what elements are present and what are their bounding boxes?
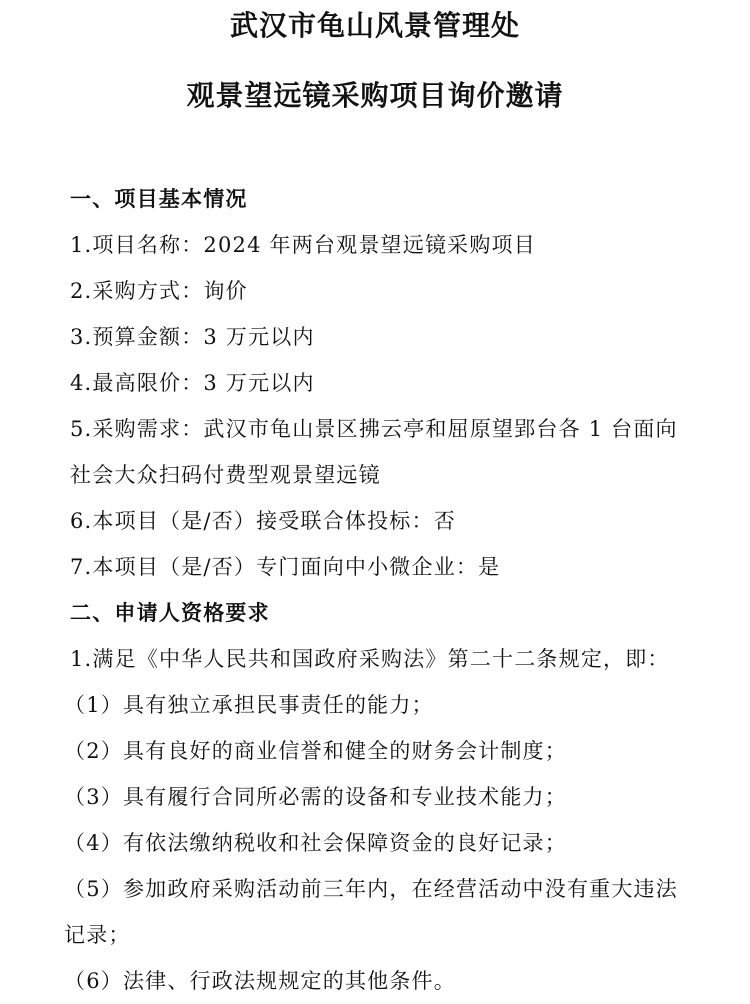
qualification-condition-2: （2）具有良好的商业信誉和健全的财务会计制度； [64,739,567,763]
item-consortium-bidding: 6.本项目（是/否）接受联合体投标：否 [70,509,456,533]
organization-title: 武汉市龟山风景管理处 [229,9,520,42]
item-procurement-requirement: 5.采购需求：武汉市龟山景区拂云亭和屈原望郢台各 1 台面向社会大众扫码付费型观景望远镜 [70,417,678,487]
qualification-condition-6: （6）法律、行政法规规定的其他条件。 [64,969,456,993]
document-body [64,176,692,1004]
section-heading-qualifications: 二、申请人资格要求 [70,600,270,625]
qualification-condition-5: （5）参加政府采购活动前三年内，在经营活动中没有重大违法记录； [64,877,678,947]
section-heading-basic-info: 一、项目基本情况 [70,186,248,211]
qualification-condition-1: （1）具有独立承担民事责任的能力； [64,693,434,717]
qualification-condition-4: （4）有依法缴纳税收和社会保障资金的良好记录； [64,831,567,855]
item-sme-targeted: 7.本项目（是/否）专门面向中小微企业：是 [70,555,501,579]
document-title: 观景望远镜采购项目询价邀请 [186,79,564,112]
item-maximum-price: 4.最高限价：3 万元以内 [70,371,315,395]
item-project-name: 1.项目名称：2024 年两台观景望远镜采购项目 [70,233,536,257]
qualification-intro: 1.满足《中华人民共和国政府采购法》第二十二条规定，即： [70,647,670,671]
qualification-condition-3: （3）具有履行合同所必需的设备和专业技术能力； [64,785,567,809]
item-procurement-method: 2.采购方式：询价 [70,279,248,303]
item-budget-amount: 3.预算金额：3 万元以内 [70,325,315,349]
